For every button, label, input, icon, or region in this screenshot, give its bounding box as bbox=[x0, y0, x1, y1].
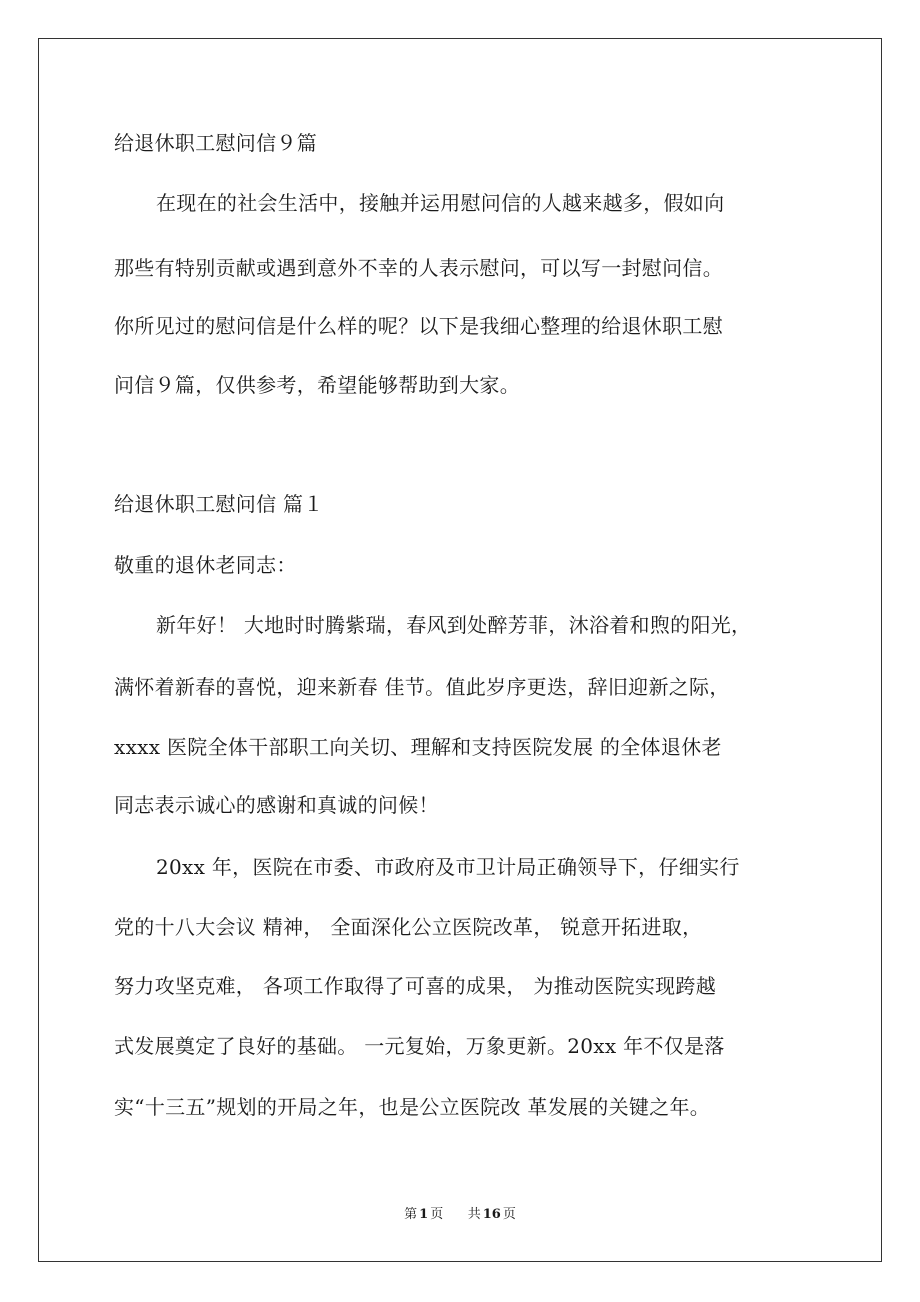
paragraph2-line-2: 党的十八大会议 精神， 全面深化公立医院改革， 锐意开拓进取， bbox=[114, 915, 703, 939]
paragraph2-line-3: 努力攻坚克难， 各项工作取得了可喜的成果， 为推动医院实现跨越 bbox=[114, 974, 717, 998]
paragraph1-line-3: xxxx 医院全体干部职工向关切、理解和支持医院发展 的全体退休老 bbox=[114, 735, 722, 759]
paragraph2-line-5: 实“十三五”规划的开局之年，也是公立医院改 革发展的关键之年。 bbox=[114, 1095, 711, 1119]
section-heading: 给退休职工慰问信 篇１ bbox=[114, 492, 324, 516]
paragraph2-line-4: 式发展奠定了良好的基础。 一元复始，万象更新。20xx 年不仅是落 bbox=[114, 1034, 725, 1058]
intro-line-4: 问信９篇，仅供参考，希望能够帮助到大家。 bbox=[114, 373, 520, 397]
total-suffix: 页 bbox=[502, 1207, 516, 1222]
intro-line-3: 你所见过的慰问信是什么样的呢？以下是我细心整理的给退休职工慰 bbox=[114, 314, 723, 338]
paragraph1-line-4: 同志表示诚心的感谢和真诚的问候！ bbox=[114, 793, 439, 817]
document-title: 给退休职工慰问信９篇 bbox=[114, 131, 317, 155]
page-suffix: 页 bbox=[430, 1207, 444, 1222]
total-indicator bbox=[466, 1207, 518, 1222]
total-prefix: 共 bbox=[467, 1207, 481, 1222]
page-indicator bbox=[402, 1207, 445, 1222]
intro-line-2: 那些有特别贡献或遇到意外不幸的人表示慰问，可以写一封慰问信。 bbox=[114, 256, 723, 280]
paragraph1-line-2: 满怀着新春的喜悦，迎来新春 佳节。值此岁序更迭，辞旧迎新之际， bbox=[114, 675, 730, 699]
paragraph1-line-1: 新年好！ 大地时时腾紫瑞，春风到处醉芳菲，沐浴着和煦的阳光， bbox=[156, 613, 752, 637]
page-number: 1 bbox=[419, 1207, 429, 1222]
page-border bbox=[38, 38, 882, 1262]
page-footer bbox=[0, 1206, 920, 1224]
paragraph2-line-1: 20xx 年，医院在市委、市政府及市卫计局正确领导下，仔细实行 bbox=[156, 855, 740, 879]
salutation: 敬重的退休老同志： bbox=[114, 553, 297, 577]
page-prefix: 第 bbox=[404, 1207, 418, 1222]
intro-line-1: 在现在的社会生活中，接触并运用慰问信的人越来越多，假如向 bbox=[156, 191, 725, 215]
total-pages: 16 bbox=[482, 1207, 501, 1222]
